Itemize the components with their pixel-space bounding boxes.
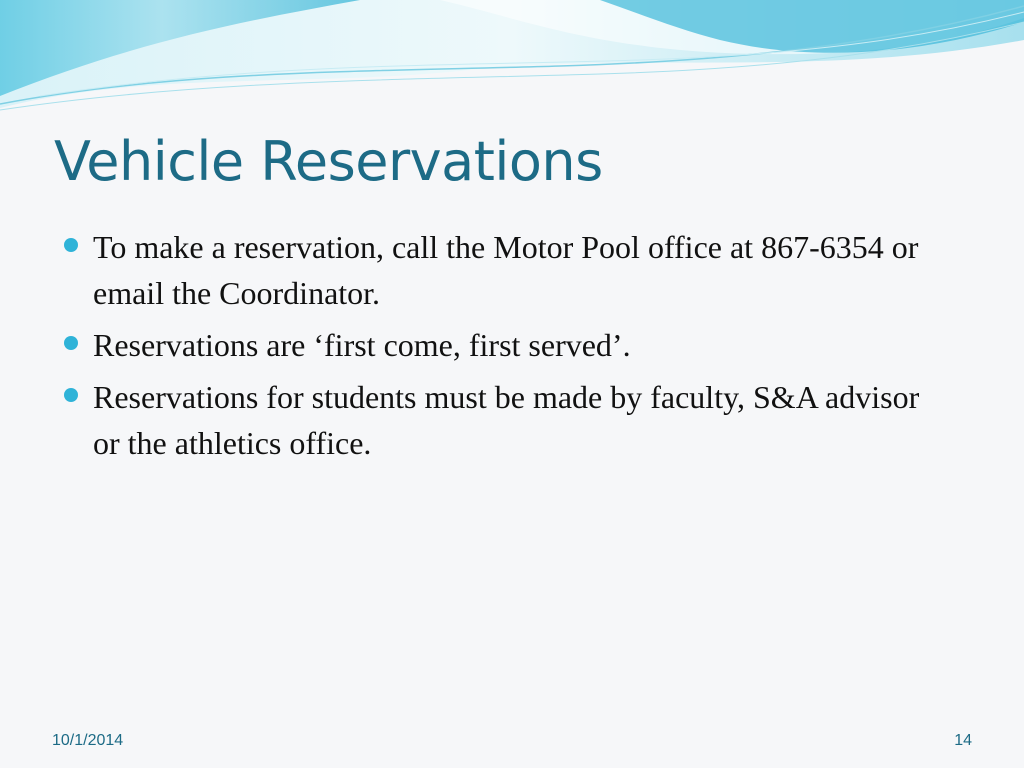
bullet-item bbox=[64, 322, 944, 368]
bullet-dot-icon bbox=[64, 238, 78, 252]
header-wave-decoration bbox=[0, 0, 1024, 120]
bullet-dot-icon bbox=[64, 336, 78, 350]
footer-date: 10/1/2014 bbox=[52, 732, 124, 749]
slide-title: Vehicle Reservations bbox=[54, 130, 603, 193]
footer-page-number: 14 bbox=[954, 732, 972, 749]
bullet-dot-icon bbox=[64, 388, 78, 402]
bullet-text: Reservations are ‘first come, first served’. bbox=[93, 327, 631, 363]
bullet-list bbox=[64, 224, 944, 472]
bullet-item bbox=[64, 374, 944, 466]
bullet-text: To make a reservation, call the Motor Pool office at 867-6354 or email the Coordinator. bbox=[93, 229, 919, 311]
bullet-item bbox=[64, 224, 944, 316]
bullet-text: Reservations for students must be made by faculty, S&A advisor or the athletics office. bbox=[93, 379, 920, 461]
